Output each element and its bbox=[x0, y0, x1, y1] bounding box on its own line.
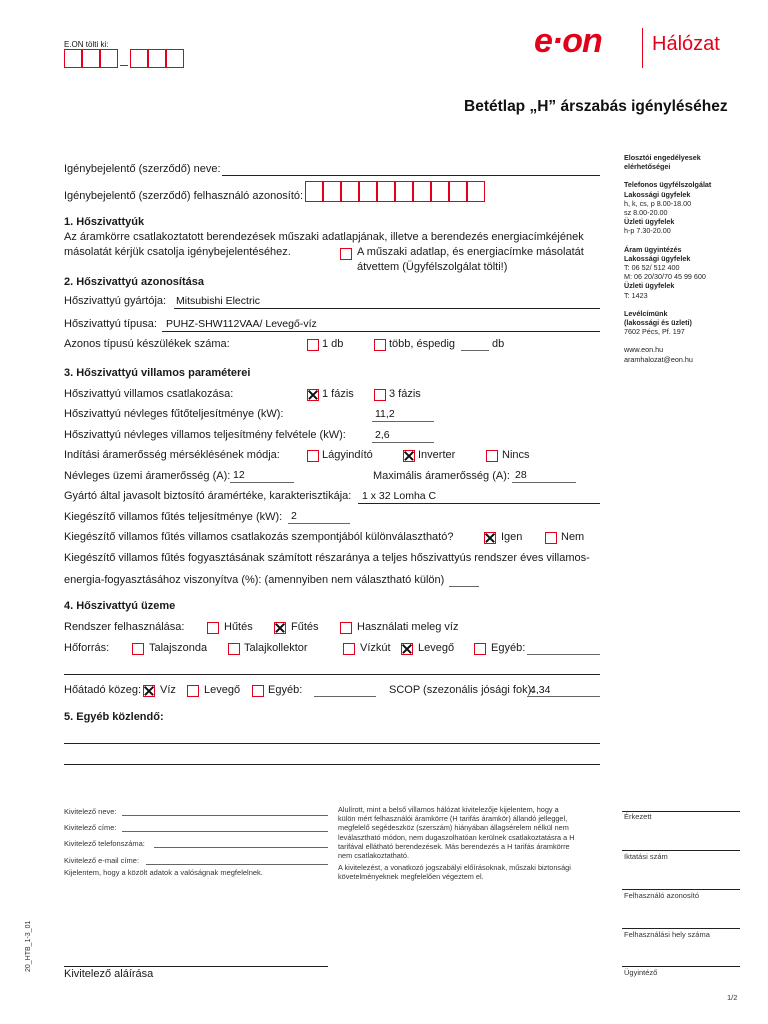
inverter-checkbox[interactable] bbox=[403, 450, 415, 462]
contractor-email-label: Kivitelező e-mail címe: bbox=[64, 856, 140, 865]
elec-perf-label: Hőszivattyú névleges villamos teljesítmény felvétele (kW): bbox=[64, 429, 346, 441]
declaration-text: Kijelentem, hogy a közölt adatok a valóságnak megfelelnek. bbox=[64, 868, 263, 877]
phase1-checkbox[interactable] bbox=[307, 389, 319, 401]
max-current-label: Maximális áramerősség (A): bbox=[373, 470, 510, 482]
phase3-checkbox[interactable] bbox=[374, 389, 386, 401]
air-medium-label: Levegő bbox=[204, 684, 241, 696]
section3-title: 3. Hőszivattyú villamos paraméterei bbox=[64, 367, 251, 379]
applicant-name-label: Igénybejelentő (szerződő) neve: bbox=[64, 163, 221, 175]
applicant-name-field[interactable] bbox=[222, 175, 600, 176]
contractor-phone-field[interactable] bbox=[154, 847, 328, 848]
use-label: Rendszer felhasználása: bbox=[64, 621, 185, 633]
count-more-field[interactable] bbox=[461, 350, 489, 351]
medium-label: Hőátadó közeg: bbox=[64, 684, 142, 696]
brand-subtitle: Hálózat bbox=[652, 33, 720, 55]
aux-perf-value[interactable]: 2 bbox=[291, 510, 297, 522]
clerk-label: Ügyintéző bbox=[624, 968, 658, 977]
heat-perf-value[interactable]: 11,2 bbox=[375, 408, 395, 420]
other-source-checkbox[interactable] bbox=[474, 643, 486, 655]
start-method-label: Indítási áramerősség mérséklésének módja: bbox=[64, 449, 280, 461]
contractor-statement: Alulírott, mint a belső villamos hálózat kivitelezője kijelentem, hogy a külön mért felhasználói áramkörre (H tarifás áramkör) állandó jelleggel, megfelelő segédeszköz (szerszám) hiányában állagsérelem nélkül nem leválasztható módon, nem dugaszolhatóan kerülnek csatlakoztatásra a H tarifával ellátható berendezések. Más berendezés a H tarifás áramkörre nem csatlakoztatható. A kivitelezést, a vonatkozó jogszabályi előírásoknak, műszaki biztonsági követelményeknek megfelelően végeztem el. bbox=[338, 805, 575, 882]
type-label: Hőszivattyú típusa: bbox=[64, 318, 157, 330]
manufacturer-value[interactable]: Mitsubishi Electric bbox=[176, 295, 261, 307]
count-1-label: 1 db bbox=[322, 338, 344, 350]
notes-line-2[interactable] bbox=[64, 764, 600, 765]
air-source-checkbox[interactable] bbox=[401, 643, 413, 655]
elec-perf-value[interactable]: 2,6 bbox=[375, 429, 390, 441]
scop-label: SCOP (szezonális jósági fok): bbox=[389, 684, 535, 696]
section4-title: 4. Hőszivattyú üzeme bbox=[64, 600, 176, 612]
contact-sidebar: Elosztói engedélyesek elérhetőségei Telefonos ügyfélszolgálat Lakossági ügyfelek h, k, cs, p 8.00-18.00 sz 8.00-20.00 Üzleti ügyfelek h-p 7.30-20.00 Áram ügyintézés Lakossági ügyfelek T: 06 52/ 512 400 M: 06 20/30/70 45 99 600 Üzleti ügyfelek T: 1423 Levélcímünk (lakossági és üzleti) 7602 Pécs, Pf. 197 www.eon.hu aramhalozat@eon.hu bbox=[624, 153, 712, 364]
nominal-current-label: Névleges üzemi áramerősség (A): bbox=[64, 470, 231, 482]
datasheet-received-checkbox[interactable] bbox=[340, 248, 352, 260]
contractor-email-field[interactable] bbox=[146, 864, 328, 865]
other-medium-field[interactable] bbox=[314, 696, 376, 697]
phase3-label: 3 fázis bbox=[389, 388, 421, 400]
applicant-id-label: Igénybejelentő (szerződő) felhasználó azonosító: bbox=[64, 190, 304, 202]
other-medium-checkbox[interactable] bbox=[252, 685, 264, 697]
aux-ratio-text2: energia-fogyasztásához viszonyítva (%): (amennyiben nem választható külön) bbox=[64, 574, 445, 586]
form-code: 20_HTB_1-3_01 bbox=[25, 920, 32, 972]
ground-probe-label: Talajszonda bbox=[149, 642, 208, 654]
type-value[interactable]: PUHZ-SHW112VAA/ Levegő-víz bbox=[166, 318, 317, 330]
ground-collector-checkbox[interactable] bbox=[228, 643, 240, 655]
scop-value[interactable]: 4,34 bbox=[530, 684, 551, 696]
aux-ratio-text1: Kiegészítő villamos fűtés fogyasztásának számított részaránya a teljes hőszivattyús rendszer éves villamos- bbox=[64, 552, 590, 564]
no-start-method-label: Nincs bbox=[502, 449, 530, 461]
aux-separable-no-label: Nem bbox=[561, 531, 585, 543]
inverter-label: Inverter bbox=[418, 449, 456, 461]
fuse-label: Gyártó által javasolt biztosító áramértéke, karakterisztikája: bbox=[64, 490, 352, 502]
air-medium-checkbox[interactable] bbox=[187, 685, 199, 697]
contractor-name-field[interactable] bbox=[122, 815, 328, 816]
count-more-label: több, éspedig bbox=[389, 338, 456, 350]
soft-starter-label: Lágyindító bbox=[322, 449, 373, 461]
datasheet-received-label2: átvettem (Ügyfélszolgálat tölti!) bbox=[357, 261, 508, 273]
fuse-value[interactable]: 1 x 32 Lomha C bbox=[362, 490, 437, 502]
cooling-checkbox[interactable] bbox=[207, 622, 219, 634]
connection-label: Hőszivattyú villamos csatlakozása: bbox=[64, 388, 234, 400]
other-source-field[interactable] bbox=[527, 654, 600, 655]
user-id-label: Felhasználó azonosító bbox=[624, 891, 700, 900]
page-number: 1/2 bbox=[727, 993, 738, 1002]
cooling-label: Hűtés bbox=[224, 621, 253, 633]
section2-title: 2. Hőszivattyú azonosítása bbox=[64, 276, 204, 288]
manufacturer-label: Hőszivattyú gyártója: bbox=[64, 295, 167, 307]
aux-separable-no-checkbox[interactable] bbox=[545, 532, 557, 544]
count-unit: db bbox=[492, 338, 505, 350]
ground-collector-label: Talajkollektor bbox=[244, 642, 308, 654]
ground-probe-checkbox[interactable] bbox=[132, 643, 144, 655]
other-medium-label: Egyéb: bbox=[268, 684, 303, 696]
soft-starter-checkbox[interactable] bbox=[307, 450, 319, 462]
water-medium-label: Víz bbox=[160, 684, 176, 696]
count-1-checkbox[interactable] bbox=[307, 339, 319, 351]
aux-separable-yes-label: Igen bbox=[501, 531, 523, 543]
aux-separable-label: Kiegészítő villamos fűtés villamos csatlakozás szempontjából különválasztható? bbox=[64, 531, 454, 543]
filing-number-label: Iktatási szám bbox=[624, 852, 668, 861]
contractor-name-label: Kivitelező neve: bbox=[64, 807, 117, 816]
heating-checkbox[interactable] bbox=[274, 622, 286, 634]
well-checkbox[interactable] bbox=[343, 643, 355, 655]
no-start-method-checkbox[interactable] bbox=[486, 450, 498, 462]
aux-perf-label: Kiegészítő villamos fűtés teljesítménye (kW): bbox=[64, 511, 283, 523]
count-label: Azonos típusú készülékek száma: bbox=[64, 338, 230, 350]
received-label: Érkezett bbox=[624, 812, 652, 821]
nominal-current-value[interactable]: 12 bbox=[233, 469, 245, 481]
aux-separable-yes-checkbox[interactable] bbox=[484, 532, 496, 544]
datasheet-received-label1: A műszaki adatlap, és energiacímke másolatát bbox=[357, 246, 584, 258]
count-more-checkbox[interactable] bbox=[374, 339, 386, 351]
aux-ratio-field[interactable] bbox=[449, 586, 479, 587]
section1-title: 1. Hőszivattyúk bbox=[64, 216, 145, 228]
phase1-label: 1 fázis bbox=[322, 388, 354, 400]
section5-title: 5. Egyéb közlendő: bbox=[64, 711, 164, 723]
hot-water-checkbox[interactable] bbox=[340, 622, 352, 634]
signature-label: Kivitelező aláírása bbox=[64, 968, 154, 980]
air-source-label: Levegő bbox=[418, 642, 455, 654]
water-medium-checkbox[interactable] bbox=[143, 685, 155, 697]
section1-text1: Az áramkörre csatlakoztatott berendezések műszaki adatlapjának, illetve a berendezés energiacímkéjének bbox=[64, 231, 584, 243]
hot-water-label: Használati meleg víz bbox=[357, 621, 459, 633]
eon-logo: e·on bbox=[534, 22, 602, 60]
page-title: Betétlap „H” árszabás igényléséhez bbox=[464, 98, 728, 115]
contractor-address-label: Kivitelező címe: bbox=[64, 823, 117, 832]
heating-label: Fűtés bbox=[291, 621, 319, 633]
consumption-place-label: Felhasználási hely száma bbox=[624, 930, 710, 939]
contractor-address-field[interactable] bbox=[122, 831, 328, 832]
well-label: Vízkút bbox=[360, 642, 391, 654]
signature-line[interactable] bbox=[64, 966, 328, 967]
section1-text2: másolatát kérjük csatolja igénybejelentéséhez. bbox=[64, 246, 291, 258]
max-current-value[interactable]: 28 bbox=[515, 469, 527, 481]
heat-source-label: Hőforrás: bbox=[64, 642, 110, 654]
eon-fills-label: E.ON tölti ki: bbox=[64, 40, 109, 49]
other-source-label: Egyéb: bbox=[491, 642, 526, 654]
heat-perf-label: Hőszivattyú névleges fűtőteljesítménye (kW): bbox=[64, 408, 284, 420]
notes-line-1[interactable] bbox=[64, 743, 600, 744]
contractor-phone-label: Kivitelező telefonszáma: bbox=[64, 839, 145, 848]
